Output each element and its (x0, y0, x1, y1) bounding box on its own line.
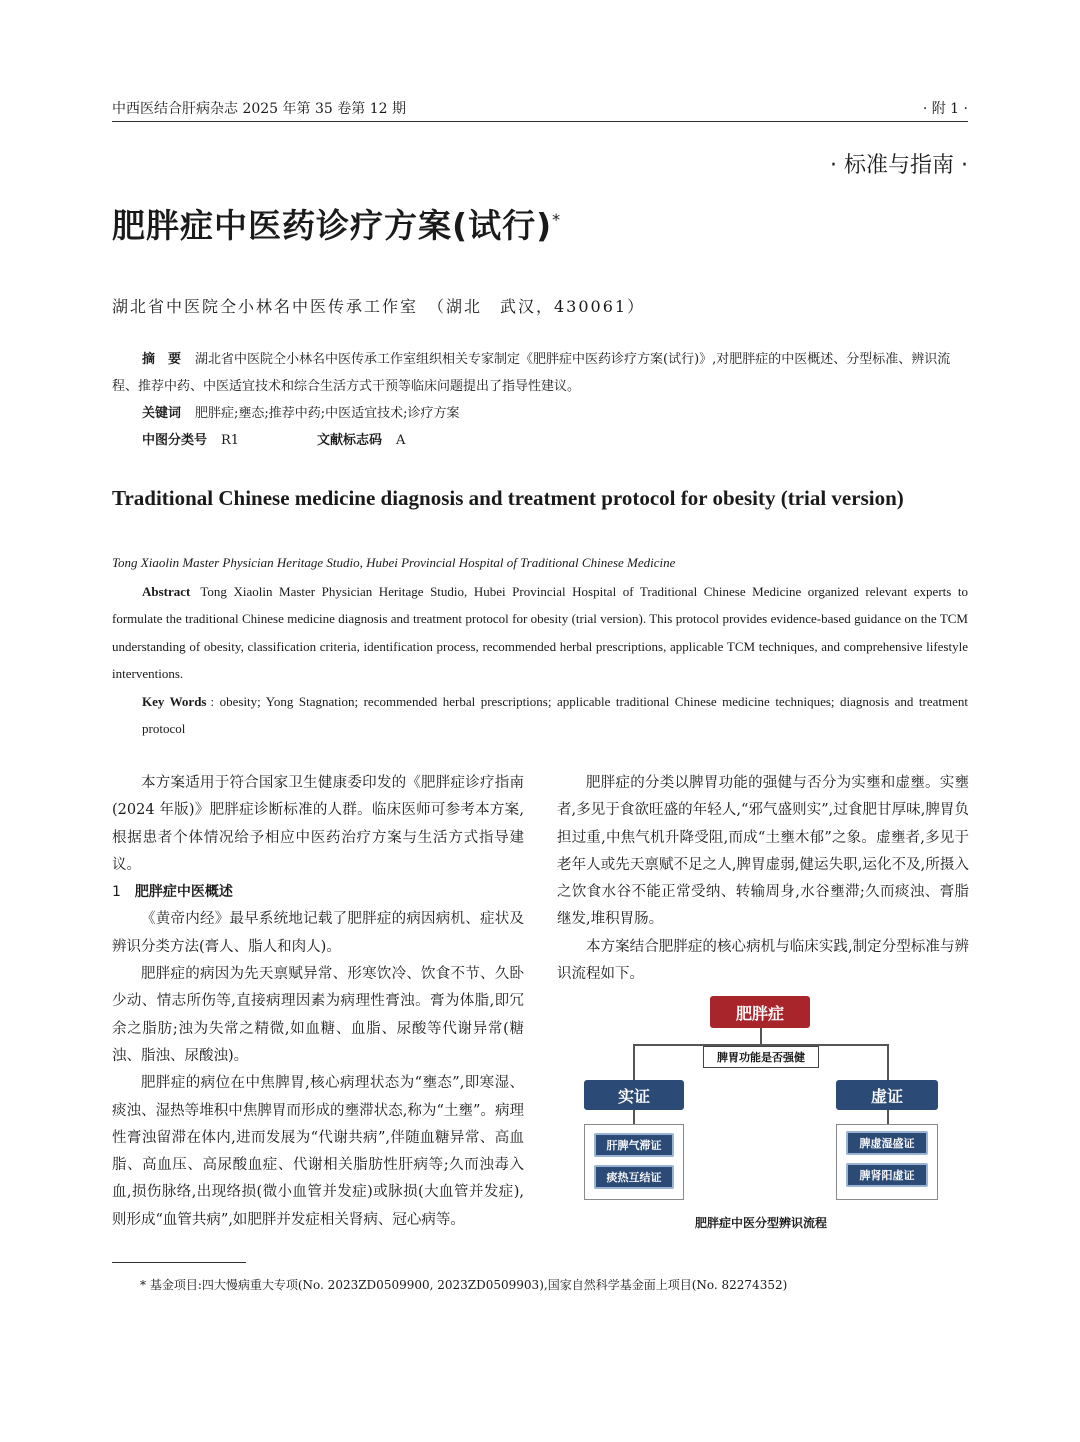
abstract-paragraph (112, 346, 968, 400)
keywords-line (142, 400, 968, 427)
body-paragraph: 《黄帝内经》最早系统地记载了肥胖症的病因病机、症状及辨识分类方法(膏人、脂人和肉人)。 (112, 911, 524, 955)
body-paragraph: 肥胖症的病位在中焦脾胃,核心病理状态为“壅态”,即寒湿、痰浊、湿热等堆积中焦脾胃而形成的壅滞状态,称为“土壅”。病理性膏浊留滞在体内,进而发展为“代谢共病”,伴随血糖异常、高血脂、高血压、高尿酸血症、代谢相关脂肪性肝病等;久而浊毒入血,损伤脉络,出现络损(微小血管并发症)或脉损(大血管并发症),则形成“血管共病”,如肥胖并发症相关肾病、冠心病等。 (112, 1075, 524, 1228)
connector-right (887, 1044, 889, 1082)
abstract-label: 摘 要 (142, 352, 182, 367)
connector-left (633, 1044, 635, 1082)
right-branch-node: 虚证 (836, 1080, 938, 1110)
subtype-node: 肝脾气滞证 (594, 1133, 674, 1157)
left-subtype-group (584, 1124, 684, 1200)
keywords-text: 肥胖症;壅态;推荐中药;中医适宜技术;诊疗方案 (195, 406, 460, 421)
chinese-abstract (112, 346, 968, 454)
english-abstract (112, 578, 968, 742)
doc-code-value: A (396, 433, 406, 448)
body-left-column (112, 770, 524, 1234)
section-heading (112, 879, 524, 906)
root-node: 肥胖症 (710, 996, 810, 1028)
class-value: R1 (221, 433, 240, 448)
subtype-node: 脾虚湿盛证 (846, 1131, 928, 1155)
paper-title (112, 200, 561, 247)
funding-footnote: * 基金项目:四大慢病重大专项(No. 2023ZD0509900, 2023ZD0509903),国家自然科学基金面上项目(No. 82274352) (140, 1278, 788, 1292)
section-title: 肥胖症中医概述 (134, 884, 233, 901)
abstract-text: 湖北省中医院仝小林名中医传承工作室组织相关专家制定《肥胖症中医药诊疗方案(试行)》,对肥胖症的中医概述、分型标准、辨识流程、推荐中药、中医适宜技术和综合生活方式干预等临床问题提出了指导性建议。 (112, 352, 951, 394)
section-tag: · 标准与指南 · (830, 153, 968, 178)
body-paragraph: 本方案适用于符合国家卫生健康委印发的《肥胖症诊疗指南(2024 年版)》肥胖症诊断标准的人群。临床医师可参考本方案,根据患者个体情况给予相应中医药治疗方案与生活方式指导建议。 (112, 775, 524, 873)
class-label: 中图分类号 (142, 433, 208, 448)
section-number: 1 (112, 884, 121, 901)
paper-title-text: 肥胖症中医药诊疗方案(试行) (112, 206, 553, 245)
english-abstract-paragraph (112, 578, 968, 688)
body-paragraph: 肥胖症的分类以脾胃功能的强健与否分为实壅和虚壅。实壅者,多见于食欲旺盛的年轻人,“邪气盛则实”,过食肥甘厚味,脾胃负担过重,中焦气机升降受阻,而成“土壅木郁”之象。虚壅者,多见于老年人或先天禀赋不足之人,脾胃虚弱,健运失职,运化不及,所摄入之饮食水谷不能正常受纳、转输周身,水谷壅滞;久而痰浊、膏脂继发,堆积胃肠。 (557, 775, 969, 928)
classification-flowchart (583, 996, 939, 1236)
body-paragraph: 本方案结合肥胖症的核心病机与临床实践,制定分型标准与辨识流程如下。 (557, 938, 969, 983)
english-abstract-text: Tong Xiaolin Master Physician Heritage Studio, Hubei Provincial Hospital of Traditional Chinese Medicine organized relevant experts to formulate the traditional Chinese medicine diagnosis and treatment protocol for obesity (trial version). This protocol provides evidence-based guidance on the TCM understanding of obesity, classification criteria, identification process, recommended herbal prescriptions, applicable TCM techniques, and comprehensive lifestyle interventions. (112, 584, 968, 682)
body-paragraph: 肥胖症的病因为先天禀赋异常、形寒饮冷、饮食不节、久卧少动、情志所伤等,直接病理因素为病理性膏浊。膏为体脂,即冗余之脂肪;浊为失常之精微,如血糖、血脂、尿酸等代谢异常(糖浊、脂浊、尿酸浊)。 (112, 966, 524, 1064)
journal-header (112, 98, 968, 122)
classification-line (142, 427, 968, 454)
footnote-divider (112, 1262, 246, 1263)
english-abstract-label: Abstract (142, 584, 191, 599)
subtype-node: 脾肾阳虚证 (846, 1163, 928, 1187)
author-affiliation: 湖北省中医院仝小林名中医传承工作室 （湖北 武汉，430061） (112, 297, 646, 316)
subtype-node: 痰热互结证 (594, 1165, 674, 1189)
title-footnote-mark: * (552, 210, 562, 229)
page-marker: · 附 1 · (922, 101, 968, 117)
keywords-label: 关键词 (142, 406, 182, 421)
doc-code-label: 文献标志码 (317, 433, 383, 448)
body-right-column (557, 770, 969, 988)
english-affiliation: Tong Xiaolin Master Physician Heritage Studio, Hubei Provincial Hospital of Traditional Chinese Medicine (112, 555, 676, 570)
journal-name: 中西医结合肝病杂志 2025 年第 35 卷第 12 期 (112, 101, 406, 117)
question-node: 脾胃功能是否强健 (703, 1046, 819, 1068)
english-keywords-text: : obesity; Yong Stagnation; recommended herbal prescriptions; applicable traditional Chinese medicine techniques; diagnosis and treatment protocol (142, 693, 968, 737)
diagram-caption: 肥胖症中医分型辨识流程 (694, 1216, 827, 1230)
english-keywords-label: Key Words (142, 693, 207, 709)
english-title: Traditional Chinese medicine diagnosis and treatment protocol for obesity (trial version) (112, 486, 904, 510)
right-subtype-group (836, 1124, 938, 1200)
english-keywords-line (142, 688, 968, 743)
left-branch-node: 实证 (584, 1080, 684, 1110)
